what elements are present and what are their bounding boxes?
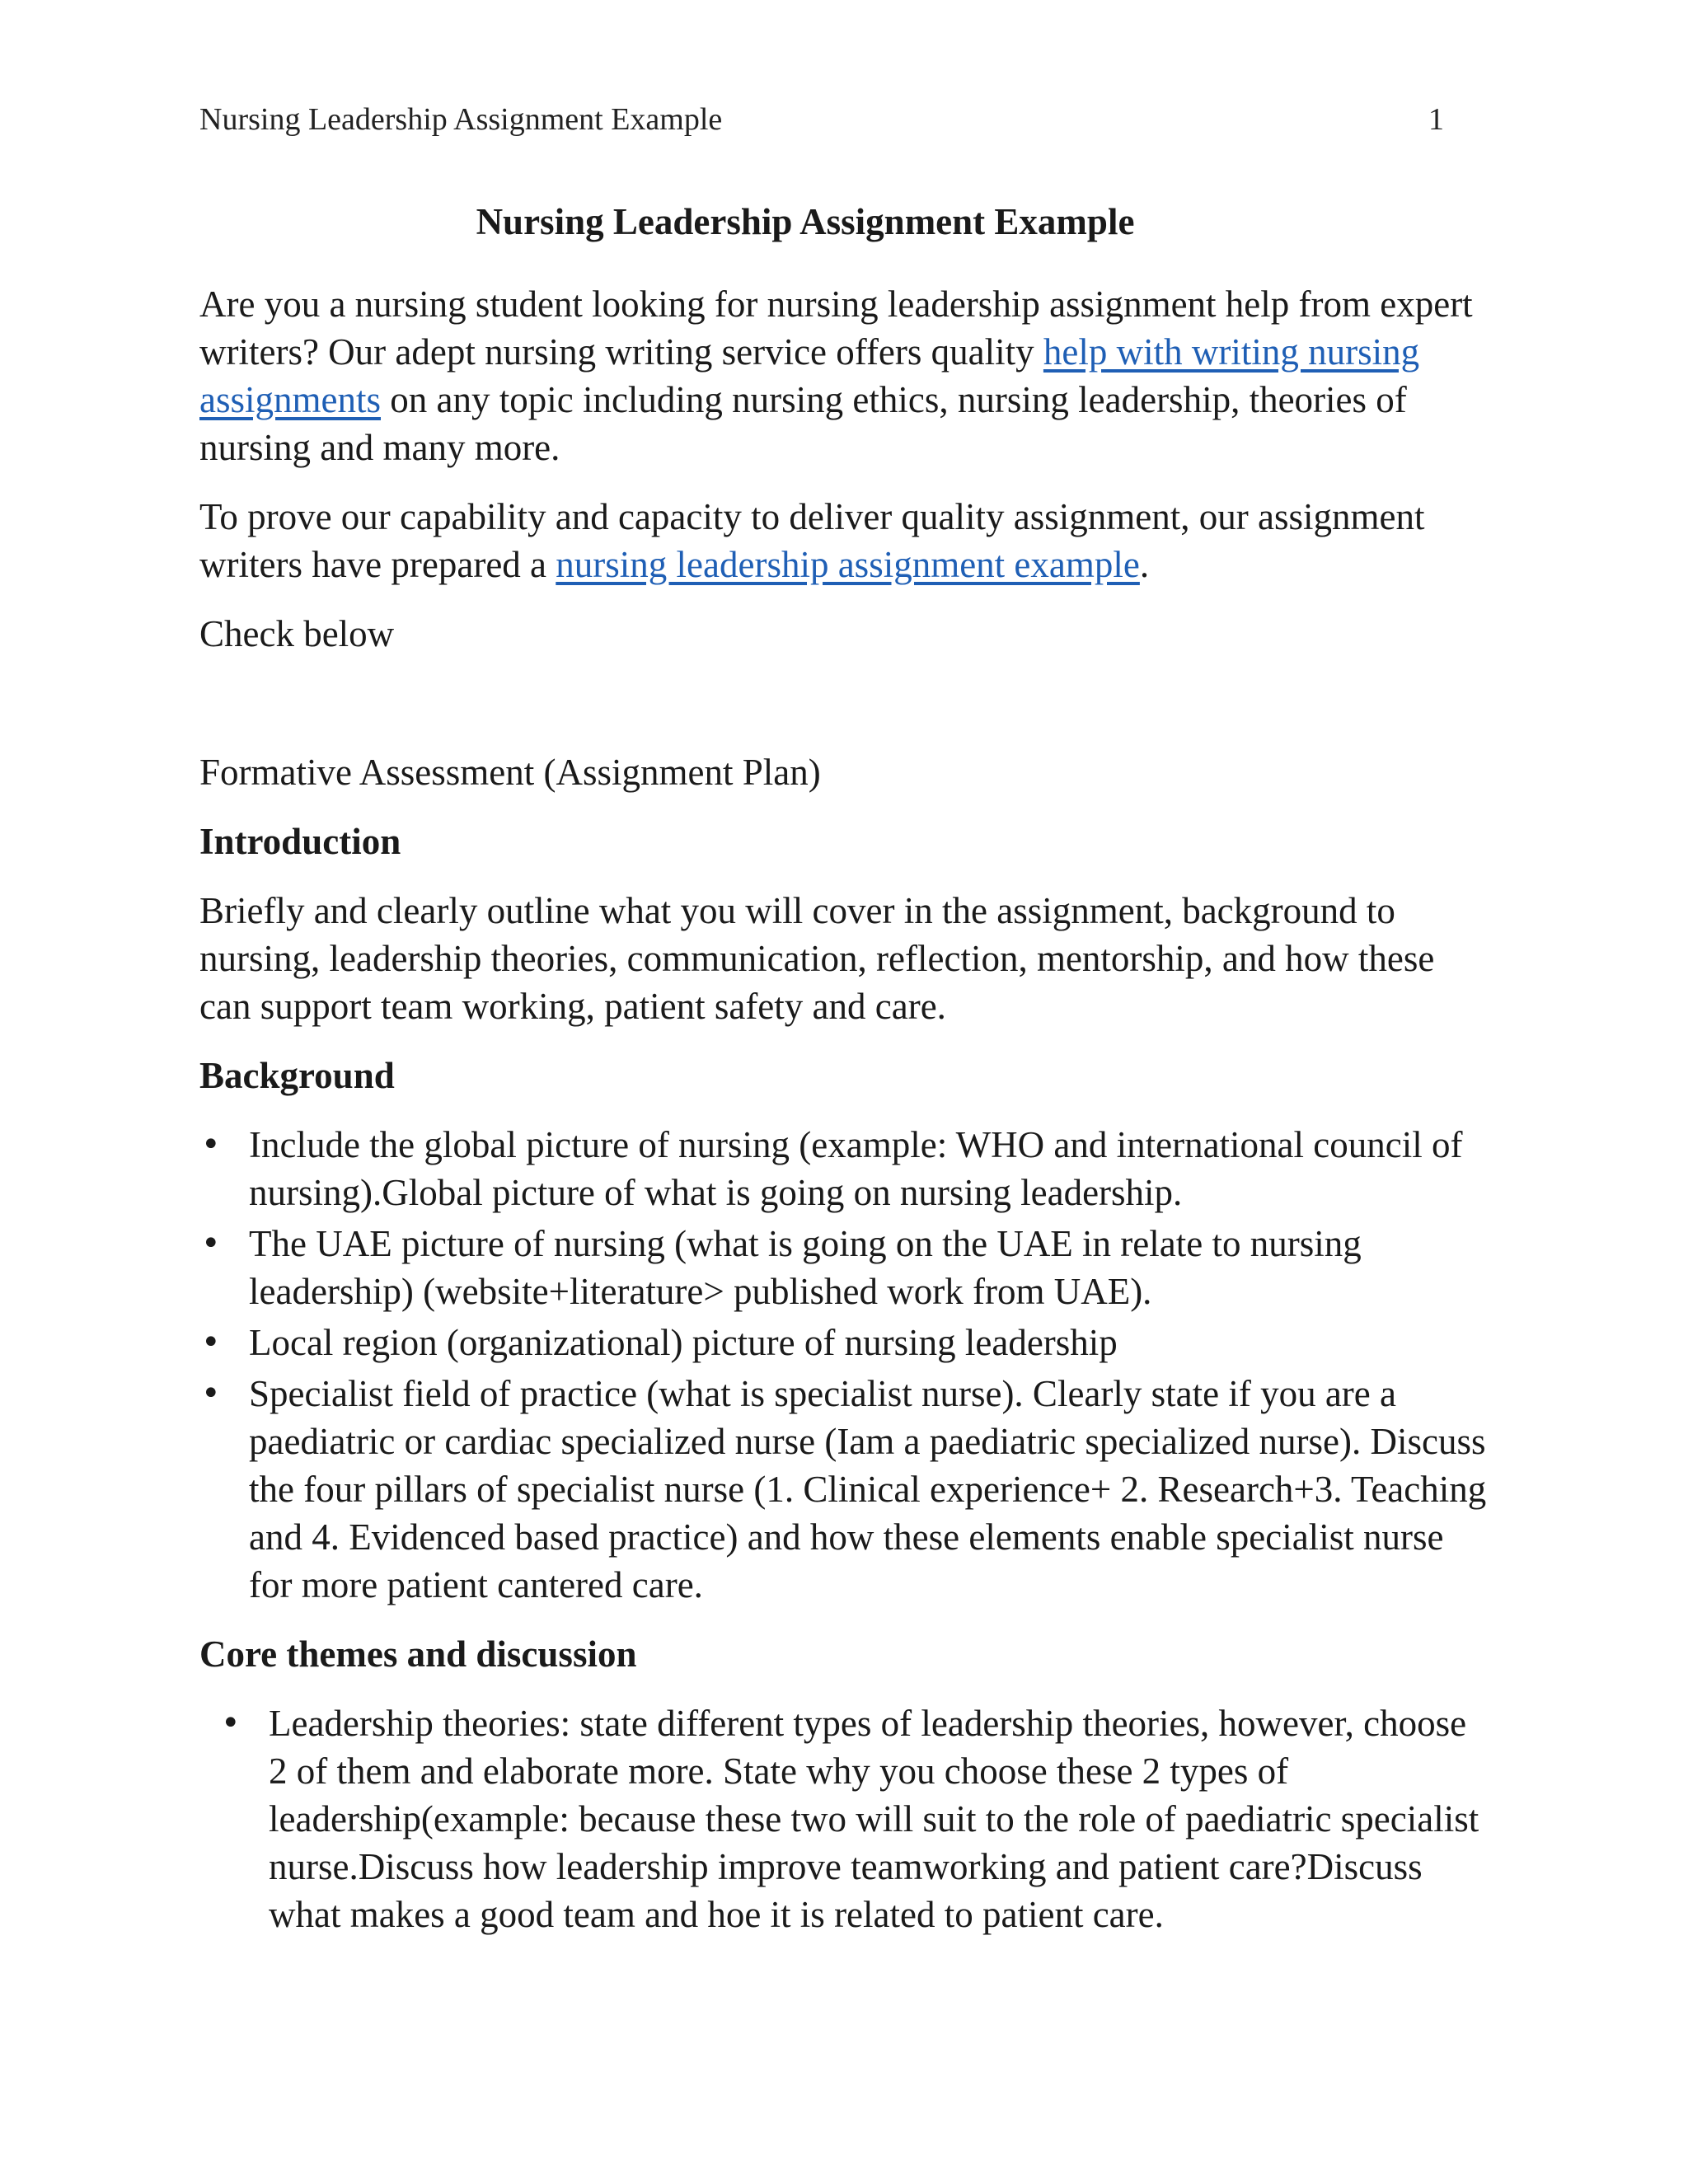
introduction-heading: Introduction [199, 821, 401, 862]
list-item: • Include the global picture of nursing (example: WHO and international council of nursing).Global picture of what is going on nursing leadership. [199, 1121, 1493, 1216]
list-item: • Local region (organizational) picture of nursing leadership [199, 1319, 1493, 1366]
running-header-title: Nursing Leadership Assignment Example [199, 102, 723, 137]
background-list [199, 1121, 1493, 1609]
help-writing-link[interactable]: help with writing nursing assignments [199, 331, 1420, 420]
core-themes-heading: Core themes and discussion [199, 1633, 637, 1675]
formative-assessment-heading: Formative Assessment (Assignment Plan) [199, 752, 821, 793]
blank-line [199, 679, 1493, 748]
intro-text-before-link: Are you a nursing student looking for nursing leadership assignment help from expert writers? Our adept nursing writing service offers quality [199, 284, 1473, 373]
document-title: Nursing Leadership Assignment Example [476, 201, 1135, 242]
check-below-text: Check below [199, 613, 395, 654]
intro-paragraph [199, 280, 1493, 471]
intro-text-after-link: on any topic including nursing ethics, nursing leadership, theories of nursing and many more. [199, 379, 1407, 468]
capability-text-before-link: To prove our capability and capacity to deliver quality assignment, our assignment writers have prepared a [199, 496, 1425, 585]
introduction-paragraph: Briefly and clearly outline what you will cover in the assignment, background to nursing, leadership theories, communication, reflection, mentorship, and how these can support team working, patient safety and care. [199, 890, 1435, 1027]
document-body [199, 198, 1493, 1960]
assignment-example-link[interactable]: nursing leadership assignment example [556, 544, 1140, 585]
running-header [199, 99, 1444, 140]
list-item: • Specialist field of practice (what is specialist nurse). Clearly state if you are a paediatric or cardiac specialized nurse (Iam a paediatric specialized nurse). Discuss the four pillars of specialist nurse (1. Clinical experience+ 2. Research+3. Teaching and 4. Evidenced based practice) and how these elements enable specialist nurse for more patient cantered care. [199, 1370, 1493, 1609]
page-number: 1 [1428, 102, 1444, 137]
capability-text-after-link: . [1139, 544, 1150, 585]
core-themes-list [199, 1699, 1493, 1938]
background-heading: Background [199, 1055, 395, 1096]
list-item: • Leadership theories: state different types of leadership theories, however, choose 2 of them and elaborate more. State why you choose these 2 types of leadership(example: because these two will suit to the role of paediatric specialist nurse.Discuss how leadership improve teamworking and patient care?Discuss what makes a good team and hoe it is related to patient care. [199, 1699, 1493, 1938]
capability-paragraph [199, 493, 1493, 588]
list-item: • The UAE picture of nursing (what is going on the UAE in relate to nursing leadership) (website+literature> published work from UAE). [199, 1220, 1493, 1315]
